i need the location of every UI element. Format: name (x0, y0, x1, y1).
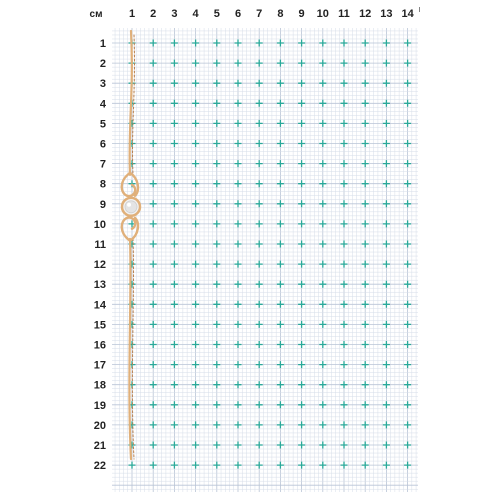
column-label: 2 (150, 8, 157, 20)
column-label: 1 (128, 8, 136, 20)
row-label: 10 (93, 218, 106, 231)
row-label: 9 (99, 198, 106, 211)
row-label: 8 (99, 178, 106, 191)
row-label: 16 (93, 339, 106, 352)
column-label: 14 (401, 8, 414, 20)
row-label: 13 (93, 279, 106, 292)
column-label: 4 (192, 8, 199, 20)
column-label: 7 (256, 8, 263, 20)
row-label: 1 (99, 38, 106, 50)
row-label: 20 (93, 419, 106, 432)
charm-stone-highlight (127, 203, 131, 207)
row-label: 12 (93, 259, 106, 272)
column-label: 5 (213, 8, 220, 20)
row-label: 14 (93, 299, 106, 312)
row-label: 15 (93, 319, 106, 332)
row-label: 22 (93, 460, 106, 473)
column-label: 9 (298, 8, 305, 20)
row-label: 2 (99, 58, 106, 71)
column-label: 3 (171, 8, 178, 20)
column-label: 10 (316, 8, 329, 20)
column-label: 8 (277, 8, 284, 20)
unit-label: см (89, 9, 103, 20)
column-label: 12 (359, 8, 372, 20)
row-label: 3 (99, 78, 106, 91)
row-label: 7 (99, 158, 106, 171)
row-label: 19 (93, 399, 106, 412)
column-label: 13 (380, 8, 393, 20)
charm-stone (125, 201, 137, 213)
row-label: 21 (93, 440, 106, 452)
row-label: 11 (94, 239, 106, 251)
column-label: 6 (234, 8, 242, 20)
row-label: 18 (93, 379, 106, 392)
row-label: 17 (93, 359, 106, 372)
row-label: 5 (99, 118, 106, 131)
row-label: 4 (99, 98, 106, 111)
column-label: 11 (338, 8, 350, 20)
row-label: 6 (99, 138, 106, 151)
